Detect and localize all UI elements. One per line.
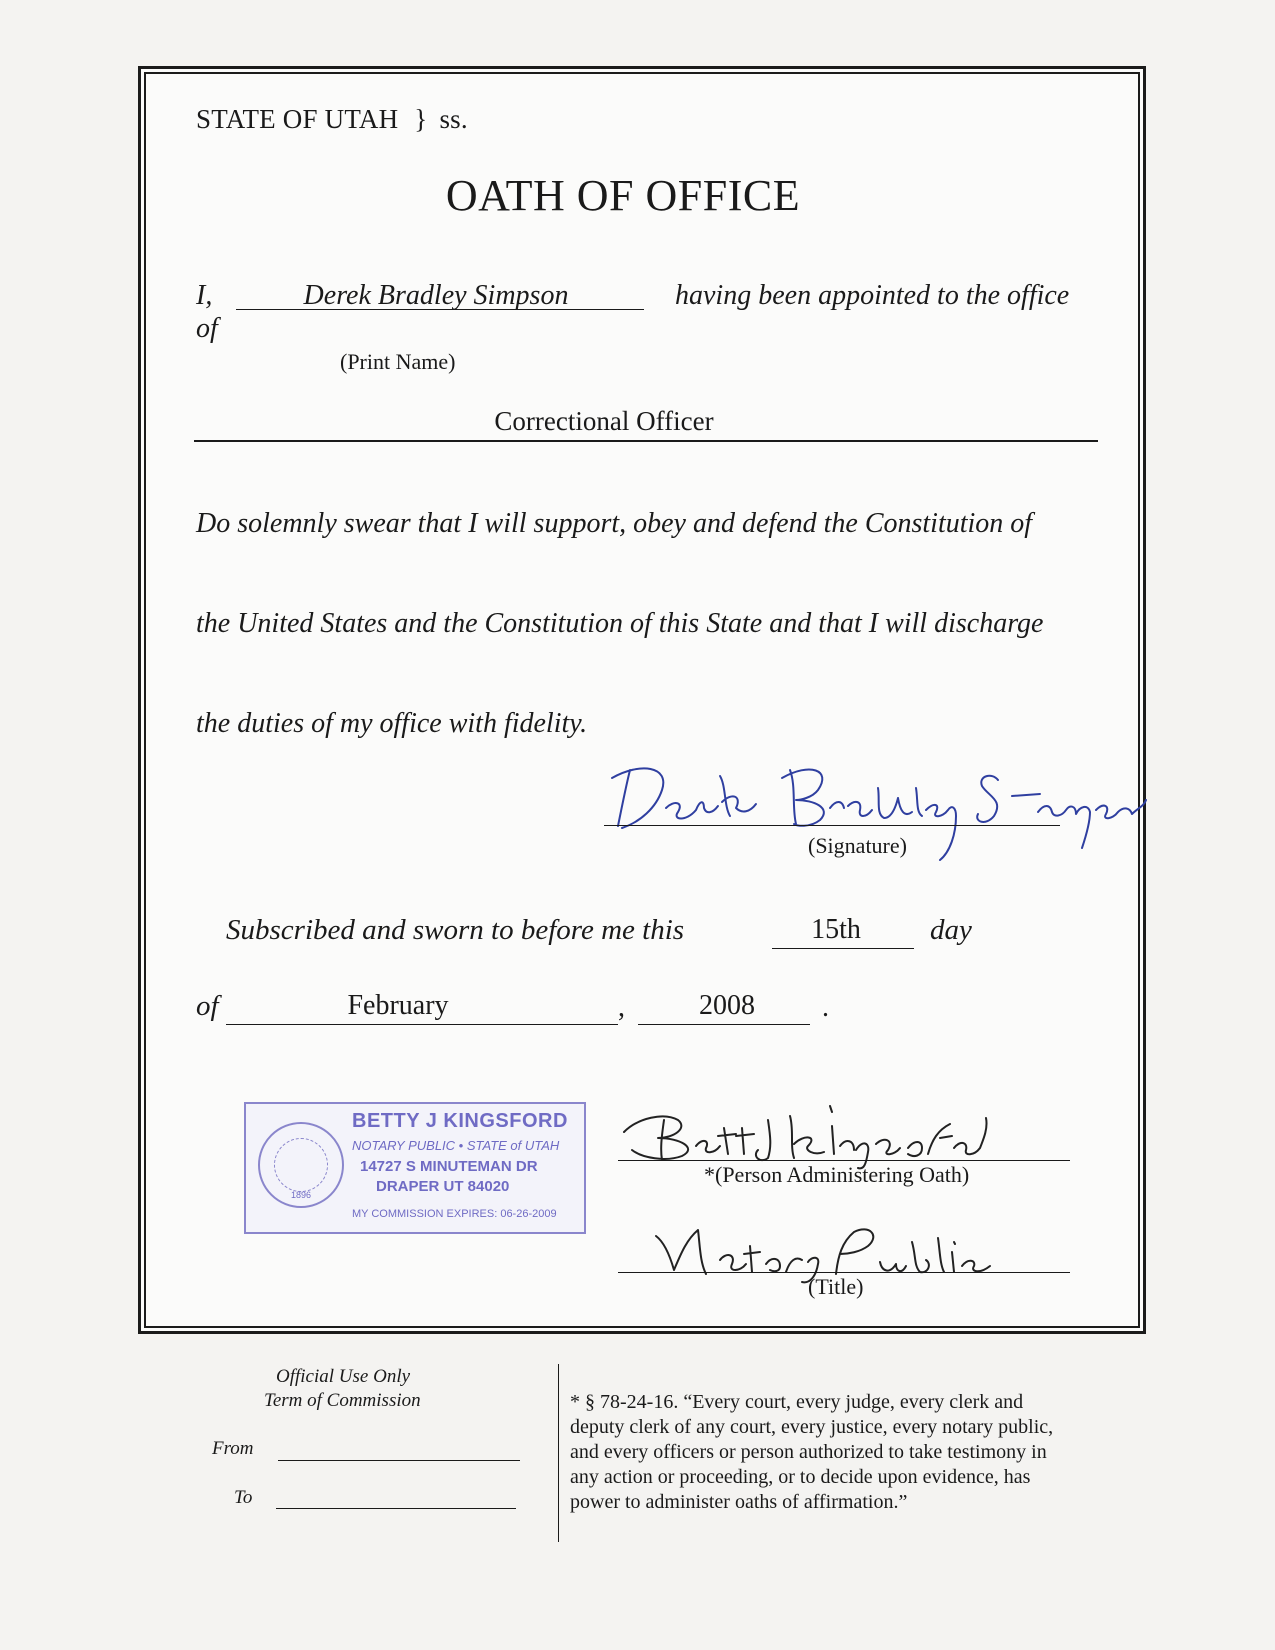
signature-underline xyxy=(604,805,1060,826)
venue-line xyxy=(196,104,468,135)
to-underline xyxy=(276,1488,516,1509)
date-period: . xyxy=(822,992,829,1023)
statute-line-3: and every officers or person authorized to take testimony in xyxy=(570,1441,1047,1463)
title-caption: (Title) xyxy=(808,1274,864,1299)
to-label: To xyxy=(234,1487,253,1508)
i-prefix: I, xyxy=(196,280,213,311)
from-underline xyxy=(278,1440,520,1461)
print-name-caption: (Print Name) xyxy=(340,349,456,374)
statute-line-5: power to administer oaths of affirmation.” xyxy=(570,1491,908,1513)
from-label: From xyxy=(212,1438,254,1459)
title-underline xyxy=(618,1252,1070,1273)
day-value: 15th xyxy=(811,914,861,945)
date-comma: , xyxy=(618,992,625,1023)
notary-name: BETTY J KINGSFORD xyxy=(352,1110,568,1132)
footer-divider xyxy=(558,1364,559,1542)
term-label: Term of Commission xyxy=(264,1390,421,1411)
appointee-name: Derek Bradley Simpson xyxy=(303,280,569,311)
statute-line-2: deputy clerk of any court, every justice, every notary public, xyxy=(570,1416,1054,1438)
administrator-underline xyxy=(618,1140,1070,1161)
notary-address-2: DRAPER UT 84020 xyxy=(376,1178,510,1195)
year-value: 2008 xyxy=(699,990,755,1021)
of-text: of xyxy=(196,313,218,344)
statute-line-4: any action or proceeding, or to decide upon evidence, has xyxy=(570,1466,1031,1488)
notary-stamp xyxy=(244,1102,586,1234)
notary-expires: MY COMMISSION EXPIRES: 06-26-2009 xyxy=(352,1208,557,1220)
day-word: day xyxy=(930,914,972,946)
oath-line-1: Do solemnly swear that I will support, obey and defend the Constitution of xyxy=(196,508,1033,539)
statute-line-1: * § 78-24-16. “Every court, every judge, every clerk and xyxy=(570,1391,1024,1413)
page-title: OATH OF OFFICE xyxy=(445,171,801,220)
ss-label: ss. xyxy=(439,104,468,134)
state-seal-icon xyxy=(258,1122,344,1208)
state-label: STATE OF UTAH xyxy=(196,104,399,134)
official-use-label: Official Use Only xyxy=(276,1366,411,1387)
venue-brace: } xyxy=(414,104,428,134)
sworn-text: Subscribed and sworn to before me this xyxy=(226,914,685,946)
month-value: February xyxy=(347,990,449,1021)
of-month-text: of xyxy=(196,990,219,1022)
administrator-caption: *(Person Administering Oath) xyxy=(704,1162,970,1187)
office-title: Correctional Officer xyxy=(494,406,714,436)
oath-line-3: the duties of my office with fidelity. xyxy=(196,708,588,739)
notary-commission: NOTARY PUBLIC • STATE of UTAH xyxy=(352,1138,560,1153)
oath-line-2: the United States and the Constitution of this State and that I will discharge xyxy=(196,608,1044,639)
notary-address-1: 14727 S MINUTEMAN DR xyxy=(360,1158,538,1175)
appointed-text: having been appointed to the office xyxy=(675,280,1070,311)
seal-year: 1896 xyxy=(290,1190,312,1200)
signature-caption: (Signature) xyxy=(808,833,907,858)
